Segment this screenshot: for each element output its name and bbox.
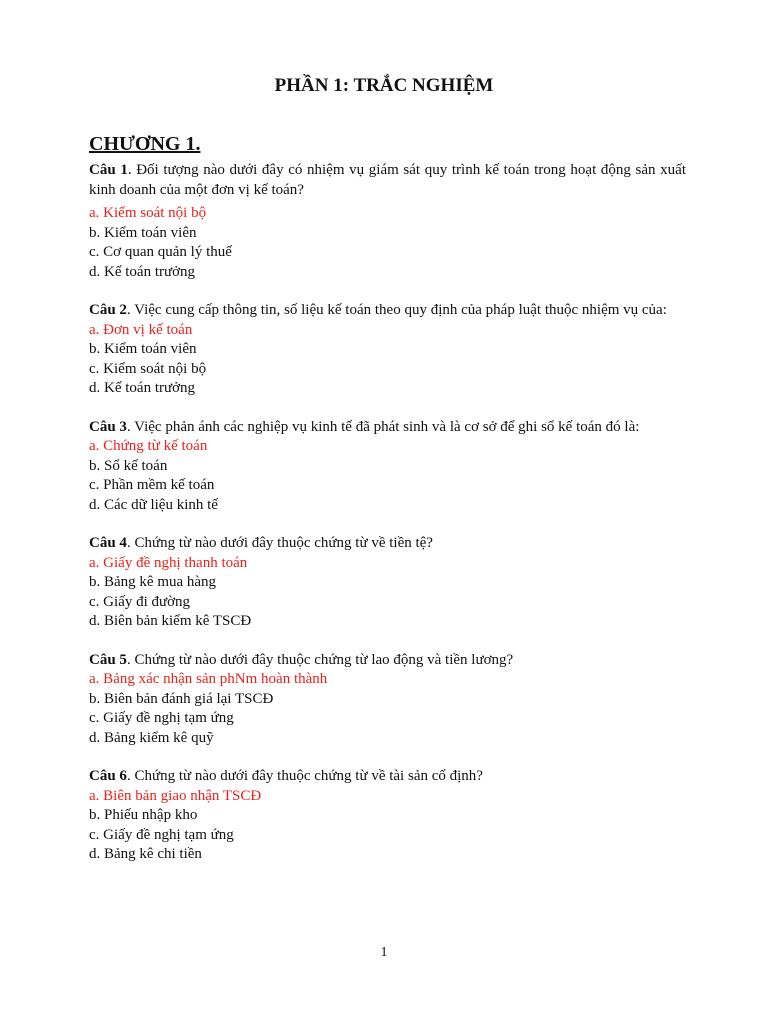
question-label: Câu 4 [89,535,127,551]
question-3 [89,418,686,516]
answer-option: d. Biên bản kiểm kê TSCĐ [89,613,252,629]
answer-option-correct: a. Đơn vị kế toán [89,321,193,338]
chapter-title: CHƯƠNG 1. [89,133,201,155]
answer-option: d. Bảng kê chi tiền [89,846,202,862]
question-6 [89,767,686,865]
answer-option: b. Kiểm toán viên [89,224,197,241]
answer-option: b. Phiếu nhập kho [89,807,198,823]
document-title: PHẦN 1: TRẮC NGHIỆM [274,75,494,96]
question-1 [89,161,686,282]
answer-option-correct: a. Chứng từ kế toán [89,438,208,454]
question-text [89,651,686,671]
question-label: Câu 5 [89,651,127,668]
question-body: . Việc cung cấp thông tin, số liệu kế toán theo quy định của pháp luật thuộc nhiệm vụ của: [126,302,667,318]
question-text [89,301,686,321]
answer-option: b. Bảng kê mua hàng [89,574,217,590]
question-text [89,418,686,438]
answer-option-correct: a. Kiểm soát nội bộ [89,205,207,221]
question-text [89,534,686,554]
answer-option: c. Giấy đề nghị tạm ứng [89,826,234,843]
question-2 [89,301,686,399]
question-label: Câu 3 [89,418,127,435]
question-body: . Chứng từ nào dưới đây thuộc chứng từ về tiền tệ? [126,535,433,551]
question-body: . Chứng từ nào dưới đây thuộc chứng từ lao động và tiền lương? [126,651,514,668]
answer-option-correct: a. Biên bản giao nhận TSCĐ [89,787,262,804]
answer-option: d. Kế toán trưởng [89,380,196,396]
answer-option: d. Kế toán trưởng [89,263,196,280]
answer-option-correct: a. Bảng xác nhận sản phNm hoàn thành [89,671,328,687]
question-5 [89,651,686,749]
question-label: Câu 6 [89,768,127,784]
question-body: . Đối tượng nào dưới đây có nhiệm vụ giám sát quy trình kế toán trong hoạt động sản xuất kinh doanh của một đơn vị kế toán? [89,162,686,198]
question-body: . Chứng từ nào dưới đây thuộc chứng từ về tài sản cố định? [126,768,483,784]
answer-option: c. Kiểm soát nội bộ [89,360,207,377]
answer-option: d. Bảng kiểm kê quỹ [89,729,214,746]
answer-option: d. Các dữ liệu kinh tế [89,496,218,513]
page-number: 1 [380,945,388,960]
answer-option: c. Giấy đề nghị tạm ứng [89,710,234,726]
answer-option: c. Cơ quan quản lý thuế [89,244,232,260]
answer-option: b. Kiểm toán viên [89,341,197,357]
answer-option-correct: a. Giấy đề nghị thanh toán [89,554,248,571]
answer-option: b. Biên bản đánh giá lại TSCĐ [89,690,274,707]
answer-option: b. Sổ kế toán [89,457,168,474]
question-text [89,161,686,200]
answer-option: c. Phần mềm kế toán [89,477,215,493]
question-label: Câu 2 [89,302,127,318]
question-4 [89,534,686,632]
question-text [89,767,686,787]
question-body: . Việc phản ánh các nghiệp vụ kinh tế đã phát sinh và là cơ sở để ghi sổ kế toán đó là: [126,418,640,435]
question-label: Câu 1 [89,162,128,178]
question-list [89,161,686,884]
answer-option: c. Giấy đi đường [89,593,191,610]
